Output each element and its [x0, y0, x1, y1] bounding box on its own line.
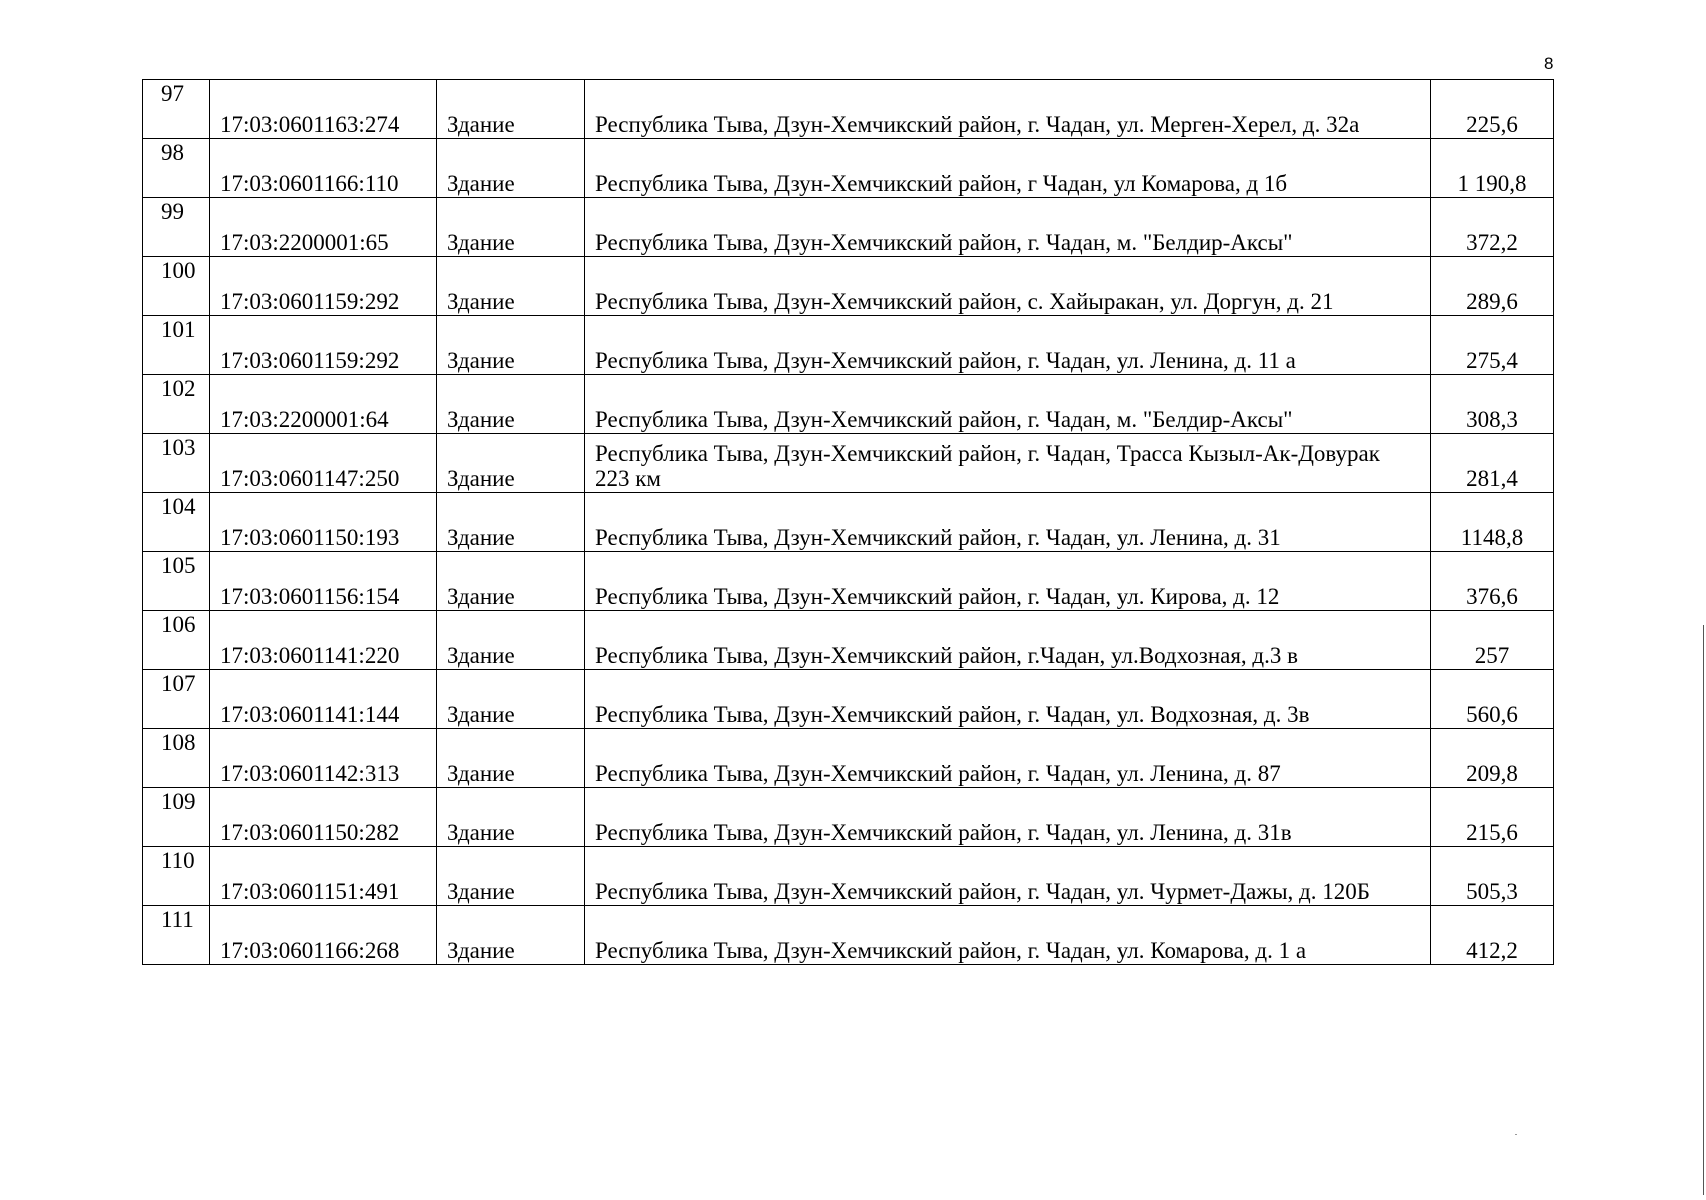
object-type: Здание — [437, 80, 585, 139]
object-address: Республика Тыва, Дзун-Хемчикский район, г Чадан, ул Комарова, д 1б — [585, 139, 1431, 198]
row-number: 106 — [143, 611, 210, 670]
object-address: Республика Тыва, Дзун-Хемчикский район, г. Чадан, ул. Ленина, д. 31в — [585, 788, 1431, 847]
cadastral-number: 17:03:0601150:282 — [210, 788, 437, 847]
cadastral-number: 17:03:0601159:292 — [210, 316, 437, 375]
table-row — [143, 847, 1554, 906]
table-row — [143, 493, 1554, 552]
table-row — [143, 139, 1554, 198]
row-number: 97 — [143, 80, 210, 139]
object-type: Здание — [437, 670, 585, 729]
object-area: 209,8 — [1431, 729, 1554, 788]
cadastral-number: 17:03:0601163:274 — [210, 80, 437, 139]
object-type: Здание — [437, 434, 585, 493]
table-row — [143, 611, 1554, 670]
cadastral-number: 17:03:0601166:110 — [210, 139, 437, 198]
object-address: Республика Тыва, Дзун-Хемчикский район, г. Чадан, м. "Белдир-Аксы" — [585, 375, 1431, 434]
object-address: Республика Тыва, Дзун-Хемчикский район, г. Чадан, ул. Водхозная, д. 3в — [585, 670, 1431, 729]
object-area: 372,2 — [1431, 198, 1554, 257]
object-area: 225,6 — [1431, 80, 1554, 139]
row-number: 102 — [143, 375, 210, 434]
cadastral-number: 17:03:0601159:292 — [210, 257, 437, 316]
object-type: Здание — [437, 493, 585, 552]
row-number: 104 — [143, 493, 210, 552]
object-area: 215,6 — [1431, 788, 1554, 847]
object-area: 1 190,8 — [1431, 139, 1554, 198]
object-area: 275,4 — [1431, 316, 1554, 375]
object-address: Республика Тыва, Дзун-Хемчикский район, с. Хайыракан, ул. Доргун, д. 21 — [585, 257, 1431, 316]
object-type: Здание — [437, 552, 585, 611]
property-table-body — [143, 80, 1554, 965]
cadastral-number: 17:03:0601156:154 — [210, 552, 437, 611]
object-address: Республика Тыва, Дзун-Хемчикский район, г. Чадан, ул. Ленина, д. 11 а — [585, 316, 1431, 375]
row-number: 98 — [143, 139, 210, 198]
cadastral-number: 17:03:2200001:65 — [210, 198, 437, 257]
table-row — [143, 257, 1554, 316]
cadastral-number: 17:03:0601150:193 — [210, 493, 437, 552]
object-address: Республика Тыва, Дзун-Хемчикский район, г. Чадан, ул. Комарова, д. 1 а — [585, 906, 1431, 965]
row-number: 108 — [143, 729, 210, 788]
object-type: Здание — [437, 906, 585, 965]
scan-edge-line — [1703, 625, 1704, 1195]
object-address: Республика Тыва, Дзун-Хемчикский район, г. Чадан, ул. Ленина, д. 31 — [585, 493, 1431, 552]
object-address: Республика Тыва, Дзун-Хемчикский район, г. Чадан, м. "Белдир-Аксы" — [585, 198, 1431, 257]
object-address: Республика Тыва, Дзун-Хемчикский район, г. Чадан, ул. Мерген-Херел, д. 32а — [585, 80, 1431, 139]
scan-speck — [1515, 1134, 1517, 1135]
object-type: Здание — [437, 788, 585, 847]
object-area: 289,6 — [1431, 257, 1554, 316]
row-number: 107 — [143, 670, 210, 729]
table-row — [143, 552, 1554, 611]
table-row — [143, 670, 1554, 729]
object-area: 257 — [1431, 611, 1554, 670]
cadastral-number: 17:03:0601166:268 — [210, 906, 437, 965]
table-row — [143, 80, 1554, 139]
object-type: Здание — [437, 375, 585, 434]
object-type: Здание — [437, 257, 585, 316]
row-number: 101 — [143, 316, 210, 375]
property-table — [142, 79, 1554, 965]
object-area: 1148,8 — [1431, 493, 1554, 552]
table-row — [143, 375, 1554, 434]
object-area: 308,3 — [1431, 375, 1554, 434]
row-number: 100 — [143, 257, 210, 316]
object-address: Республика Тыва, Дзун-Хемчикский район, г. Чадан, Трасса Кызыл-Ак-Довурак 223 км — [585, 434, 1431, 493]
object-address: Республика Тыва, Дзун-Хемчикский район, г. Чадан, ул. Чурмет-Дажы, д. 120Б — [585, 847, 1431, 906]
table-row — [143, 729, 1554, 788]
table-row — [143, 198, 1554, 257]
row-number: 111 — [143, 906, 210, 965]
object-area: 412,2 — [1431, 906, 1554, 965]
object-address: Республика Тыва, Дзун-Хемчикский район, г. Чадан, ул. Кирова, д. 12 — [585, 552, 1431, 611]
table-row — [143, 788, 1554, 847]
cadastral-number: 17:03:0601141:144 — [210, 670, 437, 729]
row-number: 103 — [143, 434, 210, 493]
cadastral-number: 17:03:0601142:313 — [210, 729, 437, 788]
row-number: 109 — [143, 788, 210, 847]
object-type: Здание — [437, 611, 585, 670]
object-address: Республика Тыва, Дзун-Хемчикский район, г.Чадан, ул.Водхозная, д.3 в — [585, 611, 1431, 670]
object-area: 376,6 — [1431, 552, 1554, 611]
cadastral-number: 17:03:0601147:250 — [210, 434, 437, 493]
row-number: 105 — [143, 552, 210, 611]
table-row — [143, 434, 1554, 493]
object-type: Здание — [437, 316, 585, 375]
cadastral-number: 17:03:0601141:220 — [210, 611, 437, 670]
row-number: 110 — [143, 847, 210, 906]
row-number: 99 — [143, 198, 210, 257]
cadastral-number: 17:03:0601151:491 — [210, 847, 437, 906]
page-number: 8 — [1544, 54, 1554, 73]
object-type: Здание — [437, 729, 585, 788]
object-area: 560,6 — [1431, 670, 1554, 729]
table-row — [143, 906, 1554, 965]
cadastral-number: 17:03:2200001:64 — [210, 375, 437, 434]
object-address: Республика Тыва, Дзун-Хемчикский район, г. Чадан, ул. Ленина, д. 87 — [585, 729, 1431, 788]
object-type: Здание — [437, 847, 585, 906]
object-area: 281,4 — [1431, 434, 1554, 493]
table-row — [143, 316, 1554, 375]
object-type: Здание — [437, 198, 585, 257]
object-area: 505,3 — [1431, 847, 1554, 906]
object-type: Здание — [437, 139, 585, 198]
